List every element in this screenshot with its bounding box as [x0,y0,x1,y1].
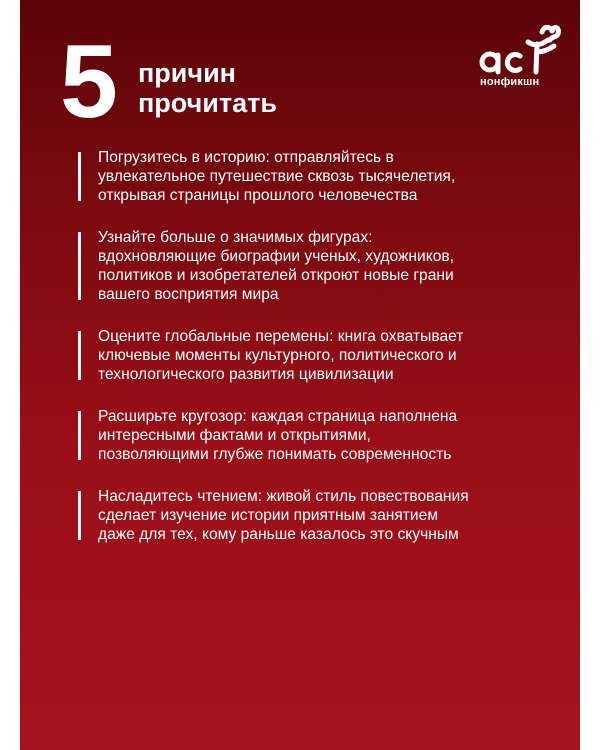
reason-line: Насладитесь чтением: живой стиль повествования [98,488,469,505]
reason-line: позволяющими глубже понимать современность [98,446,452,463]
reason-text [98,228,558,304]
list-item [78,327,558,384]
reason-bar [78,152,81,201]
reason-line: Узнайте больше о значимых фигурах: [98,229,373,246]
reason-text [98,487,558,544]
reason-bar [78,411,81,460]
reason-text [98,148,558,205]
reason-line: открывая страницы прошлого человечества [98,187,418,204]
reason-line: ключевые моменты культурного, политического и [98,347,457,364]
reason-text [98,327,558,384]
reason-bar [78,491,81,540]
reason-line: увлекательное путешествие сквозь тысячелетия, [98,168,456,185]
reason-line: вдохновляющие биографии ученых, художников, [98,248,455,265]
headline [138,58,277,118]
reason-bar [78,331,81,380]
publisher-logo [476,22,566,94]
reason-line: Оцените глобальные перемены: книга охватывает [98,328,464,345]
reason-text [98,407,558,464]
ast-logo-icon [476,22,566,78]
reason-line: даже для тех, кому раньше казалось это скучным [98,526,459,543]
reason-line: сделает изучение истории приятным занятием [98,507,439,524]
list-item [78,148,558,205]
reason-line: вашего восприятия мира [98,286,279,303]
reason-line: Погрузитесь в историю: отправляйтесь в [98,149,394,166]
promo-card [20,0,580,750]
reason-line: Расширьте кругозор: каждая страница наполнена [98,408,458,425]
reason-bar [78,232,81,300]
headline-line-2: прочитать [138,88,277,118]
headline-line-1: причин [138,58,236,88]
reason-line: политиков и изобретателей откроют новые грани [98,267,454,284]
list-item [78,487,558,544]
list-item [78,407,558,464]
reasons-list [78,148,558,567]
headline-number: 5 [60,24,116,140]
list-item [78,228,558,304]
logo-subtitle: нонфикшн [480,76,540,88]
reason-line: технологического развития цивилизации [98,366,394,383]
reason-line: интересными фактами и открытиями, [98,427,371,444]
